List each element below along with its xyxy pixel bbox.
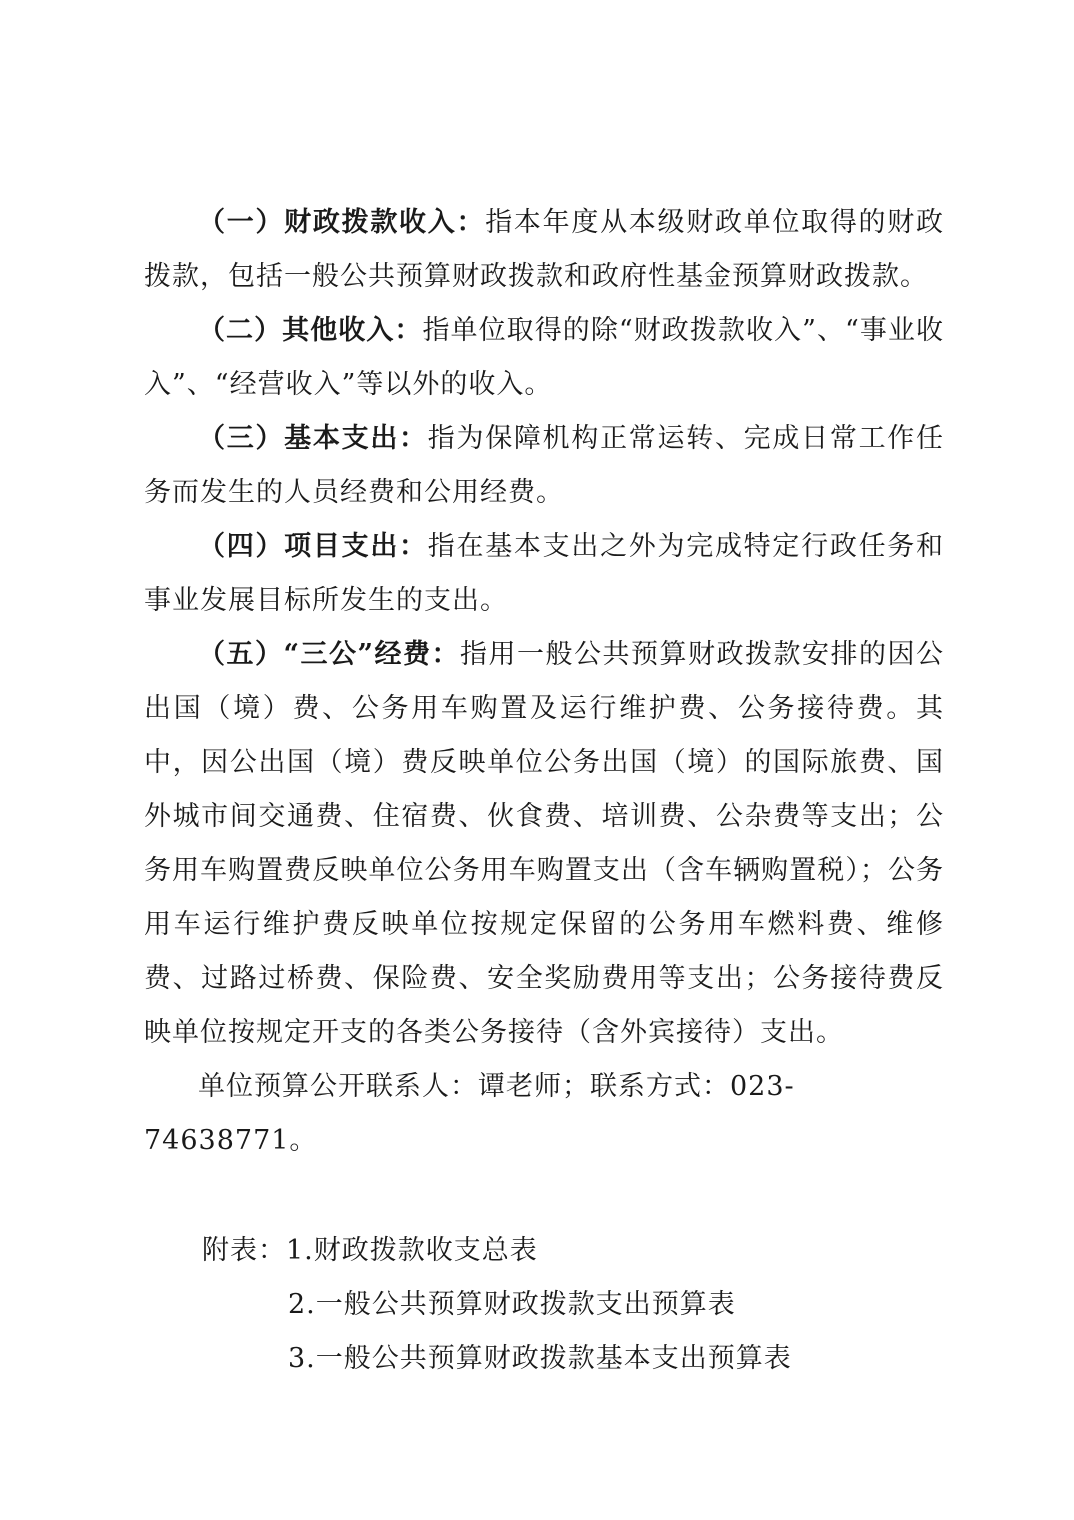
appendix-label: 附表： — [202, 1235, 286, 1266]
appendix-item — [144, 1224, 944, 1278]
definition-3 — [144, 412, 944, 520]
definition-term: （五）“三公”经费： — [198, 639, 461, 670]
definition-2 — [144, 304, 944, 412]
definition-body: 指单位取得的除“财政拨款收入”、“事业收入”、“经营收入”等以外的收入。 — [144, 315, 944, 400]
appendix-item-3: 3.一般公共预算财政拨款基本支出预算表 — [288, 1343, 792, 1374]
definition-4 — [144, 520, 944, 628]
definition-term: （一）财政拨款收入： — [198, 207, 486, 238]
appendix-item-2: 2.一般公共预算财政拨款支出预算表 — [288, 1289, 736, 1320]
appendix-list — [144, 1224, 944, 1386]
definition-body: 指在基本支出之外为完成特定行政任务和事业发展目标所发生的支出。 — [144, 531, 945, 616]
document-body — [144, 196, 944, 1386]
definition-1 — [144, 196, 944, 304]
definition-5 — [144, 628, 944, 1060]
definition-body: 指本年度从本级财政单位取得的财政拨款，包括一般公共预算财政拨款和政府性基金预算财政拨款。 — [144, 207, 945, 292]
definition-term: （四）项目支出： — [198, 531, 428, 562]
definition-body: 指用一般公共预算财政拨款安排的因公出国（境）费、公务用车购置及运行维护费、公务接待费。其中，因公出国（境）费反映单位公务出国（境）的国际旅费、国外城市间交通费、住宿费、伙食费、培训费、公杂费等支出；公务用车购置费反映单位公务用车购置支出（含车辆购置税）；公务用车运行维护费反映单位按规定保留的公务用车燃料费、维修费、过路过桥费、保险费、安全奖励费用等支出；公务接待费反映单位按规定开支的各类公务接待（含外宾接待）支出。 — [144, 639, 945, 1048]
appendix-item-1: 1.财政拨款收支总表 — [286, 1235, 538, 1266]
definition-term: （二）其他收入： — [198, 315, 423, 346]
definition-term: （三）基本支出： — [198, 423, 428, 454]
contact-info: 单位预算公开联系人：谭老师；联系方式：023-74638771。 — [144, 1071, 795, 1156]
definition-body: 指为保障机构正常运转、完成日常工作任务而发生的人员经费和公用经费。 — [144, 423, 945, 508]
